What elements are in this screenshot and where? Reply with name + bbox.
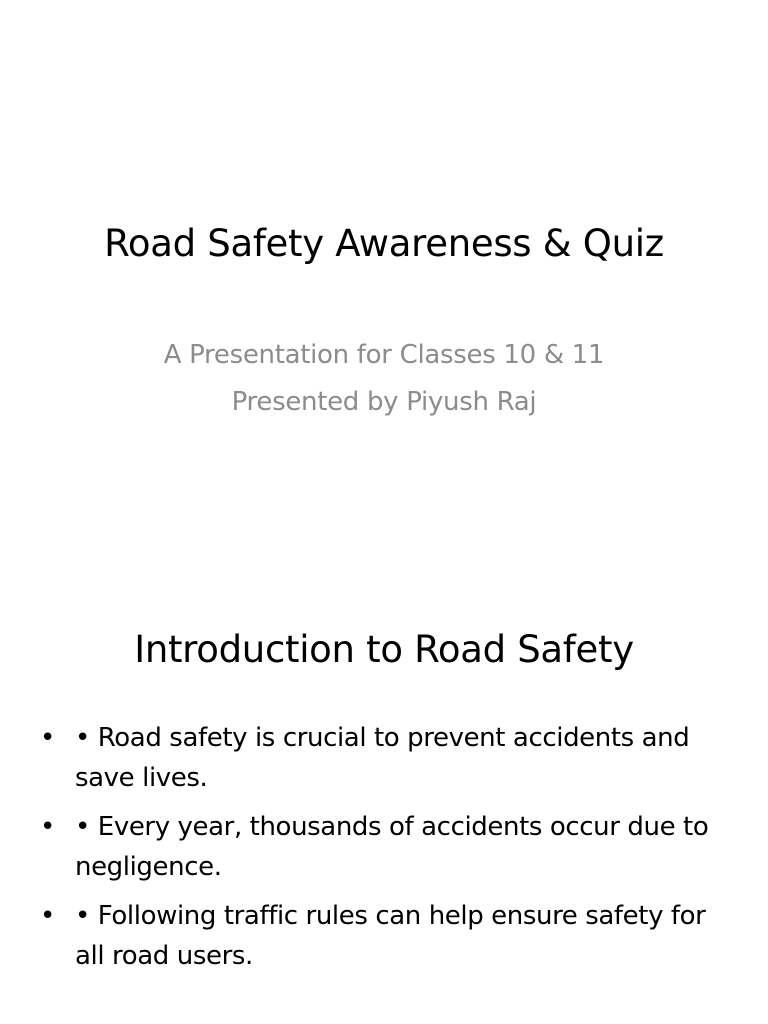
bullet-text: • Every year, thousands of accidents occur due to negligence.: [75, 812, 709, 882]
subtitle-line-presenter: Presented by Piyush Raj: [231, 387, 537, 417]
slide-title: Road Safety Awareness & Quiz: [104, 222, 664, 265]
bullet-icon: •: [40, 901, 55, 931]
bullet-list: [40, 718, 738, 985]
bullet-icon: •: [40, 723, 55, 753]
list-item: [40, 807, 738, 887]
slide-title: Introduction to Road Safety: [134, 628, 634, 671]
bullet-text: • Following traffic rules can help ensure safety for all road users.: [75, 901, 706, 971]
slide-subtitle: [0, 332, 768, 426]
list-item: [40, 718, 738, 798]
list-item: [40, 896, 738, 976]
subtitle-line-audience: A Presentation for Classes 10 & 11: [163, 340, 605, 370]
introduction-slide: [0, 512, 768, 1024]
bullet-icon: •: [40, 812, 55, 842]
bullet-text: • Road safety is crucial to prevent accidents and save lives.: [75, 723, 690, 793]
